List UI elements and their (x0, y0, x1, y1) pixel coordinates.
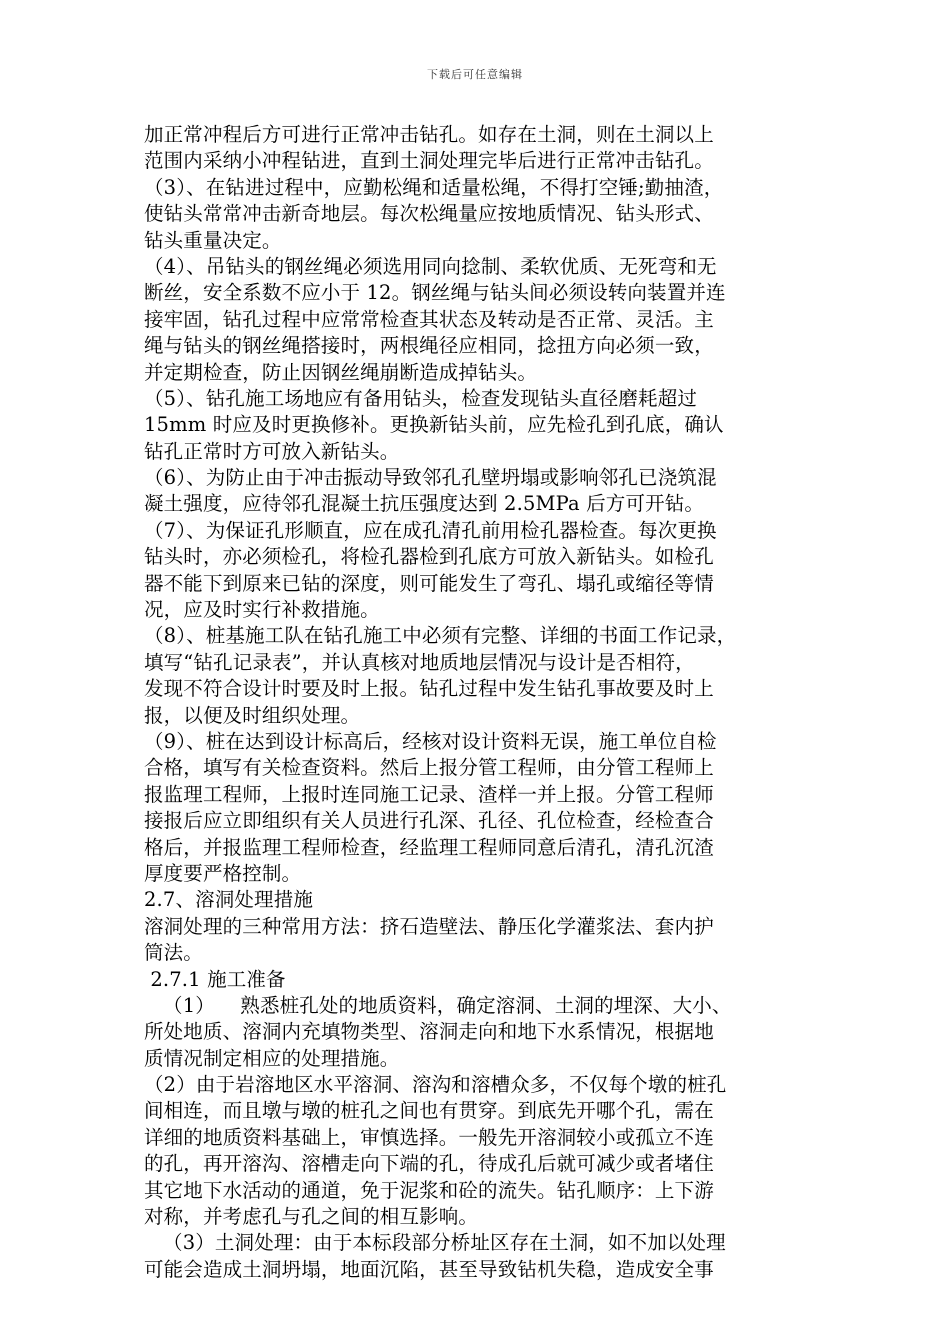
text-line: （6）、为防止由于冲击振动导致邻孔孔壁坍塌或影响邻孔已浇筑混 (144, 466, 717, 490)
text-line: 的孔，再开溶沟、溶槽走向下端的孔，待成孔后就可减少或者堵住 (144, 1152, 714, 1176)
text-line: 加正常冲程后方可进行正常冲击钻孔。如存在土洞，则在土洞以上 (144, 123, 714, 146)
text-line: 2.7、溶洞处理措施 (144, 888, 314, 912)
text-line: 使钻头常常冲击新奇地层。每次松绳量应按地质情况、钻头形式、 (144, 202, 714, 226)
text-line: （1） 熟悉桩孔处的地质资料，确定溶洞、土洞的埋深、大小、 (144, 993, 732, 1017)
text-line: （4）、吊钻头的钢丝绳必须选用同向捻制、柔软优质、无死弯和无 (144, 254, 717, 278)
text-line: 器不能下到原来已钻的深度，则可能发生了弯孔、塌孔或缩径等情 (144, 571, 714, 595)
text-line: 详细的地质资料基础上，审慎选择。一般先开溶洞较小或孤立不连 (144, 1125, 714, 1149)
text-line: 2.7.1 施工准备 (144, 967, 286, 991)
text-line: 筒法。 (144, 941, 203, 965)
text-line: 范围内采纳小冲程钻进，直到土洞处理完毕后进行正常冲击钻孔。 (144, 149, 714, 173)
text-line: 格后，并报监理工程师检查，经监理工程师同意后清孔，清孔沉渣 (144, 835, 714, 859)
text-line: 况，应及时实行补救措施。 (144, 598, 380, 622)
text-line: （8）、桩基施工队在钻孔施工中必须有完整、详细的书面工作记录， (144, 624, 737, 648)
text-line: 其它地下水活动的通道，免于泥浆和砼的流失。钻孔顺序：上下游 (144, 1178, 714, 1202)
text-line: 厚度要严格控制。 (144, 861, 302, 885)
text-line: 对称，并考虑孔与孔之间的相互影响。 (144, 1205, 479, 1229)
text-line: （7）、为保证孔形顺直，应在成孔清孔前用检孔器检查。每次更换 (144, 518, 717, 542)
text-line: （9）、桩在达到设计标高后，经核对设计资料无误，施工单位自检 (144, 729, 717, 753)
text-line: 所处地质、溶洞内充填物类型、溶洞走向和地下水系情况，根据地 (144, 1020, 714, 1044)
text-line: 接牢固，钻孔过程中应常常检查其状态及转动是否正常、灵活。主 (144, 307, 714, 331)
text-line: 断丝，安全系数不应小于 12。钢丝绳与钻头间必须设转向装置并连 (144, 281, 726, 305)
text-line: 间相连，而且墩与墩的桩孔之间也有贯穿。到底先开哪个孔，需在 (144, 1099, 714, 1123)
text-line: 发现不符合设计时要及时上报。钻孔过程中发生钻孔事故要及时上 (144, 677, 714, 701)
text-line: 绳与钻头的钢丝绳搭接时，两根绳径应相同，捻扭方向必须一致， (144, 334, 714, 358)
text-line: 钻头重量决定。 (144, 228, 282, 252)
text-line: 15mm 时应及时更换修补。更换新钻头前，应先检孔到孔底，确认 (144, 413, 724, 437)
text-line: 钻头时，亦必须检孔，将检孔器检到孔底方可放入新钻头。如检孔 (144, 545, 714, 569)
text-line: 质情况制定相应的处理措施。 (144, 1046, 400, 1070)
text-line: （2）由于岩溶地区水平溶洞、溶沟和溶槽众多，不仅每个墩的桩孔 (144, 1073, 727, 1097)
text-line: 报，以便及时组织处理。 (144, 703, 361, 727)
document-body (144, 122, 816, 1283)
page-header: 下载后可任意编辑 (427, 68, 523, 81)
text-line: （3）土洞处理：由于本标段部分桥址区存在土洞，如不加以处理 (144, 1231, 726, 1255)
text-line: 溶洞处理的三种常用方法：挤石造壁法、静压化学灌浆法、套内护 (144, 914, 714, 938)
text-line: 并定期检查，防止因钢丝绳崩断造成掉钻头。 (144, 360, 538, 384)
text-line: 报监理工程师，上报时连同施工记录、渣样一并上报。分管工程师 (144, 782, 714, 806)
text-line: 凝土强度，应待邻孔混凝土抗压强度达到 2.5MPa 后方可开钻。 (144, 492, 705, 516)
text-line: 可能会造成土洞坍塌，地面沉陷，甚至导致钻机失稳，造成安全事 (144, 1257, 714, 1281)
text-line: （5）、钻孔施工场地应有备用钻头，检查发现钻头直径磨耗超过 (144, 386, 698, 410)
text-line: 钻孔正常时方可放入新钻头。 (144, 439, 400, 463)
text-line: 填写“钻孔记录表”，并认真核对地质地层情况与设计是否相符， (144, 650, 695, 674)
text-line: （3）、在钻进过程中，应勤松绳和适量松绳，不得打空锤;勤抽渣， (144, 175, 724, 199)
text-line: 合格，填写有关检查资料。然后上报分管工程师，由分管工程师上 (144, 756, 714, 780)
text-line: 接报后应立即组织有关人员进行孔深、孔径、孔位检查，经检查合 (144, 809, 714, 833)
